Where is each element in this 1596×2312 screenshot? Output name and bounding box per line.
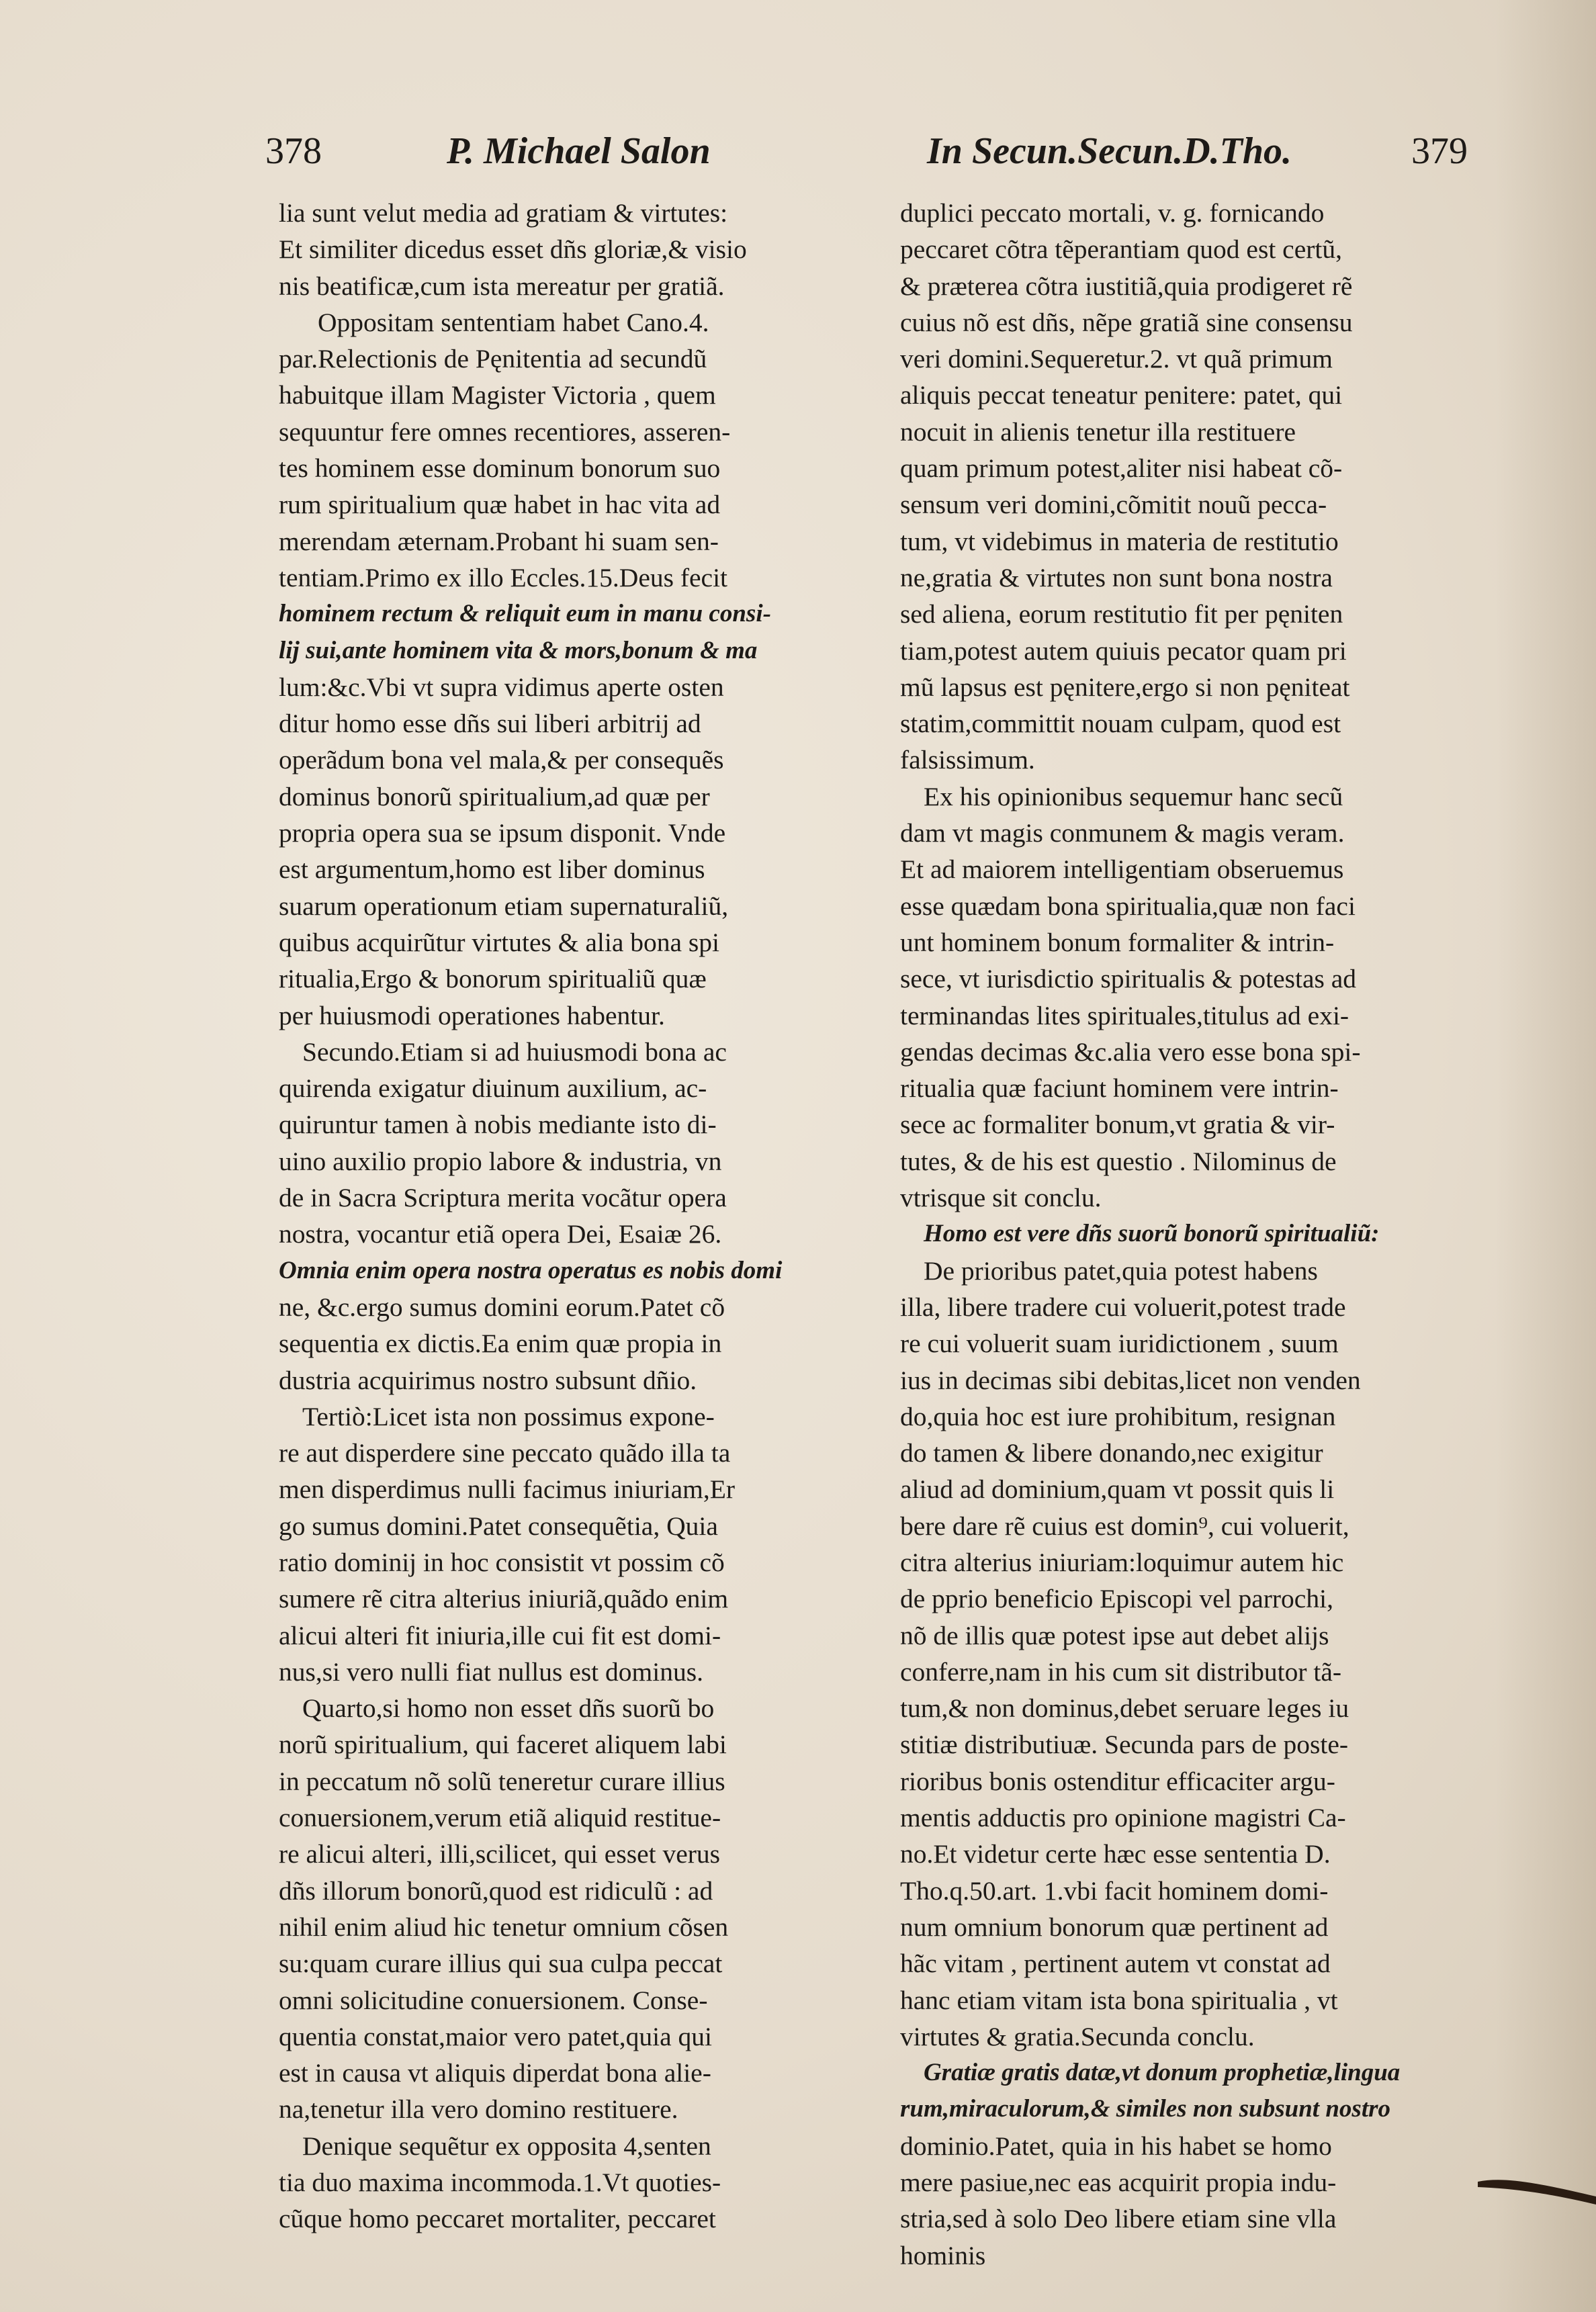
text-line: tes hominem esse dominum bonorum suo	[279, 453, 721, 484]
text-line: lij sui,ante hominem vita & mors,bonum & ma	[279, 636, 758, 664]
text-line: ius in decimas sibi debitas,licet non venden	[900, 1365, 1361, 1395]
text-line: esse quædam bona spiritualia,quæ non faci	[900, 891, 1356, 921]
text-line: hominis	[900, 2240, 986, 2270]
text-line: na,tenetur illa vero domino restituere.	[279, 2094, 678, 2125]
torn-corner-mark	[1478, 2170, 1596, 2210]
text-line: nostra, vocantur etiã opera Dei, Esaiæ 26.	[279, 1219, 722, 1249]
text-line: dominio.Patet, quia in his habet se homo	[900, 2131, 1332, 2161]
text-line: lum:&c.Vbi vt supra vidimus aperte osten	[279, 672, 724, 702]
text-line: de in Sacra Scriptura merita vocãtur opera	[279, 1183, 727, 1213]
text-line: no.Et videtur certe hæc esse sententia D.	[900, 1839, 1331, 1869]
text-line: lia sunt velut media ad gratiam & virtutes:	[279, 198, 728, 228]
text-line: sequentia ex dictis.Ea enim quæ propia in	[279, 1329, 722, 1359]
text-line: hãc vitam , pertinent autem vt constat ad	[900, 1949, 1331, 1979]
text-line: ne,gratia & virtutes non sunt bona nostra	[900, 562, 1333, 592]
text-line: quentia constat,maior vero patet,quia qui	[279, 2021, 712, 2051]
text-line: est in causa vt aliquis diperdat bona alie-	[279, 2058, 711, 2088]
text-line: stria,sed à solo Deo libere etiam sine vlla	[900, 2204, 1337, 2234]
text-line: dominus bonorũ spiritualium,ad quæ per	[279, 781, 710, 811]
text-line: do,quia hoc est iure prohibitum, resignan	[900, 1401, 1336, 1431]
text-line: re aut disperdere sine peccato quãdo illa ta	[279, 1438, 731, 1468]
text-line: conuersionem,verum etiã aliquid restitue-	[279, 1803, 721, 1833]
text-line: Omnia enim opera nostra operatus es nobis domi	[279, 1256, 783, 1284]
text-line: par.Relectionis de Pęnitentia ad secundũ	[279, 344, 707, 374]
text-line: quiruntur tamen à nobis mediante isto di-	[279, 1110, 717, 1140]
text-line: ritualia quæ faciunt hominem vere intrin-	[900, 1073, 1339, 1104]
text-line: cuius nõ est dñs, nẽpe gratiã sine consensu	[900, 307, 1353, 337]
text-line: Denique sequẽtur ex opposita 4,senten	[302, 2131, 711, 2161]
text-line: duplici peccato mortali, v. g. fornicando	[900, 198, 1325, 228]
text-line: peccaret cõtra tẽperantiam quod est certũ,	[900, 234, 1342, 265]
text-line: ditur homo esse dñs sui liberi arbitrij ad	[279, 709, 701, 739]
text-line: mũ lapsus est pęnitere,ergo si non pęniteat	[900, 672, 1350, 702]
text-line: tentiam.Primo ex illo Eccles.15.Deus fecit	[279, 562, 728, 592]
text-line: Ex his opinionibus sequemur hanc secũ	[924, 781, 1343, 811]
text-line: nihil enim aliud hic tenetur omnium cõsen	[279, 1912, 729, 1942]
running-header	[265, 118, 1468, 185]
text-line: do tamen & libere donando,nec exigitur	[900, 1438, 1323, 1468]
text-line: conferre,nam in his cum sit distributor tã-	[900, 1656, 1342, 1687]
text-line: Tho.q.50.art. 1.vbi facit hominem domi-	[900, 1875, 1329, 1906]
text-line: quibus acquirũtur virtutes & alia bona spi	[279, 927, 720, 957]
text-line: nõ de illis quæ potest ipse aut debet alijs	[900, 1620, 1329, 1650]
text-line: veri domini.Sequeretur.2. vt quã primum	[900, 344, 1333, 374]
text-line: est argumentum,homo est liber dominus	[279, 854, 705, 885]
text-line: gendas decimas &c.alia vero esse bona spi-	[900, 1036, 1361, 1067]
text-line: ritualia,Ergo & bonorum spiritualiũ quæ	[279, 964, 707, 994]
text-line: unt hominem bonum formaliter & intrin-	[900, 927, 1335, 957]
text-line: tutes, & de his est questio . Nilominus de	[900, 1146, 1337, 1176]
text-line: Et ad maiorem intelligentiam obseruemus	[900, 854, 1344, 885]
text-line: tiam,potest autem quiuis pecator quam pri	[900, 635, 1347, 666]
page-edge-shadow	[1495, 0, 1596, 2312]
text-line: virtutes & gratia.Secunda conclu.	[900, 2021, 1255, 2051]
text-line: mere pasiue,nec eas acquirit propia indu-	[900, 2168, 1337, 2198]
text-line: & præterea cõtra iustitiã,quia prodigeret rẽ	[900, 271, 1353, 301]
text-line: aliquis peccat teneatur penitere: patet, qui	[900, 380, 1343, 410]
text-line: re cui voluerit suam iuridictionem , suum	[900, 1329, 1339, 1359]
text-line: De prioribus patet,quia potest habens	[924, 1255, 1318, 1286]
text-line: alicui alteri fit iniuria,ille cui fit est domi-	[279, 1620, 721, 1650]
text-line: Tertiò:Licet ista non possimus expone-	[302, 1401, 715, 1431]
text-line: bere dare rẽ cuius est domin⁹, cui voluerit,	[900, 1511, 1349, 1541]
text-line: habuitque illam Magister Victoria , quem	[279, 380, 716, 410]
text-line: tum,& non dominus,debet seruare leges iu	[900, 1693, 1349, 1724]
text-line: quirenda exigatur diuinum auxilium, ac-	[279, 1073, 707, 1104]
text-line: sumere rẽ citra alterius iniuriã,quãdo enim	[279, 1584, 729, 1614]
text-line: mentis adductis pro opinione magistri Ca-	[900, 1803, 1346, 1833]
text-line: sece ac formaliter bonum,vt gratia & vir-	[900, 1110, 1335, 1140]
text-line: omni solicitudine conuersionem. Conse-	[279, 1985, 708, 2015]
page-number-left: 378	[265, 130, 322, 172]
text-line: sensum veri domini,cõmitit nouũ pecca-	[900, 490, 1327, 520]
text-line: suarum operationum etiam supernaturaliũ,	[279, 891, 729, 921]
text-line: Gratiæ gratis datæ,vt donum prophetiæ,lingua	[924, 2059, 1401, 2087]
text-line: sequuntur fere omnes recentiores, asseren-	[279, 416, 731, 447]
page-number-right: 379	[1411, 130, 1468, 172]
text-line: Oppositam sententiam habet Cano.4.	[318, 307, 709, 337]
text-line: per huiusmodi operationes habentur.	[279, 1000, 665, 1030]
text-line: terminandas lites spirituales,titulus ad exi-	[900, 1000, 1349, 1030]
text-line: ne, &c.ergo sumus domini eorum.Patet cõ	[279, 1292, 725, 1322]
text-line: operãdum bona vel mala,& per consequẽs	[279, 745, 724, 775]
text-line: citra alterius iniuriam:loquimur autem hic	[900, 1547, 1344, 1577]
text-line: falsissimum.	[900, 745, 1035, 775]
text-line: dustria acquirimus nostro subsunt dñio.	[279, 1365, 697, 1395]
text-line: sece, vt iurisdictio spiritualis & potestas ad	[900, 964, 1357, 994]
text-line: propria opera sua se ipsum disponit. Vnde	[279, 818, 726, 848]
text-line: uino auxilio propio labore & industria, vn	[279, 1146, 722, 1176]
text-line: su:quam curare illius qui sua culpa peccat	[279, 1949, 723, 1979]
text-line: cũque homo peccaret mortaliter, peccaret	[279, 2204, 716, 2234]
text-line: hominem rectum & reliquit eum in manu consi-	[279, 600, 771, 628]
text-line: de pprio beneficio Episcopi vel parrochi,	[900, 1584, 1333, 1614]
text-line: vtrisque sit conclu.	[900, 1183, 1102, 1213]
text-line: in peccatum nõ solũ teneretur curare illius	[279, 1766, 725, 1796]
text-line: nus,si vero nulli fiat nullus est dominus.	[279, 1656, 703, 1687]
text-line: re alicui alteri, illi,scilicet, qui esset verus	[279, 1839, 721, 1869]
text-line: illa, libere tradere cui voluerit,potest trade	[900, 1292, 1346, 1322]
text-line: ratio dominij in hoc consistit vt possim cõ	[279, 1547, 725, 1577]
text-line: dñs illorum bonorũ,quod est ridiculũ : ad	[279, 1875, 713, 1906]
text-line: dam vt magis conmunem & magis veram.	[900, 818, 1345, 848]
text-line: men disperdimus nulli facimus iniuriam,Er	[279, 1474, 736, 1505]
left-text-column	[279, 195, 840, 2237]
text-line: quam primum potest,aliter nisi habeat cõ-	[900, 453, 1343, 484]
running-title-left: P. Michael Salon	[447, 130, 711, 172]
text-line: statim,committit nouam culpam, quod est	[900, 709, 1341, 739]
text-line: rioribus bonis ostenditur efficaciter argu-	[900, 1766, 1335, 1796]
text-line: rum spiritualium quæ habet in hac vita ad	[279, 490, 721, 520]
text-line: nis beatificæ,cum ista mereatur per gratiã.	[279, 271, 725, 301]
running-title-right: In Secun.Secun.D.Tho.	[927, 130, 1292, 172]
text-line: norũ spiritualium, qui faceret aliquem labi	[279, 1730, 727, 1760]
text-line: hanc etiam vitam ista bona spiritualia , vt	[900, 1985, 1338, 2015]
text-line: Quarto,si homo non esset dñs suorũ bo	[302, 1693, 715, 1724]
text-line: Secundo.Etiam si ad huiusmodi bona ac	[302, 1036, 727, 1067]
text-line: sed aliena, eorum restitutio fit per pęniten	[900, 599, 1343, 629]
right-text-column	[900, 195, 1468, 2274]
text-line: Et similiter dicedus esset dñs gloriæ,& visio	[279, 234, 747, 265]
text-line: rum,miraculorum,& similes non subsunt nostro	[900, 2095, 1390, 2123]
text-line: go sumus domini.Patet consequẽtia, Quia	[279, 1511, 718, 1541]
text-line: stitiæ distributiuæ. Secunda pars de poste-	[900, 1730, 1349, 1760]
text-line: num omnium bonorum quæ pertinent ad	[900, 1912, 1329, 1942]
text-line: Homo est vere dñs suorũ bonorũ spiritualiũ:	[924, 1220, 1380, 1248]
text-line: aliud ad dominium,quam vt possit quis li	[900, 1474, 1335, 1505]
text-line: tum, vt videbimus in materia de restitutio	[900, 526, 1339, 556]
text-line: nocuit in alienis tenetur illa restituere	[900, 416, 1296, 447]
text-line: tia duo maxima incommoda.1.Vt quoties-	[279, 2168, 721, 2198]
text-line: merendam æternam.Probant hi suam sen-	[279, 526, 719, 556]
